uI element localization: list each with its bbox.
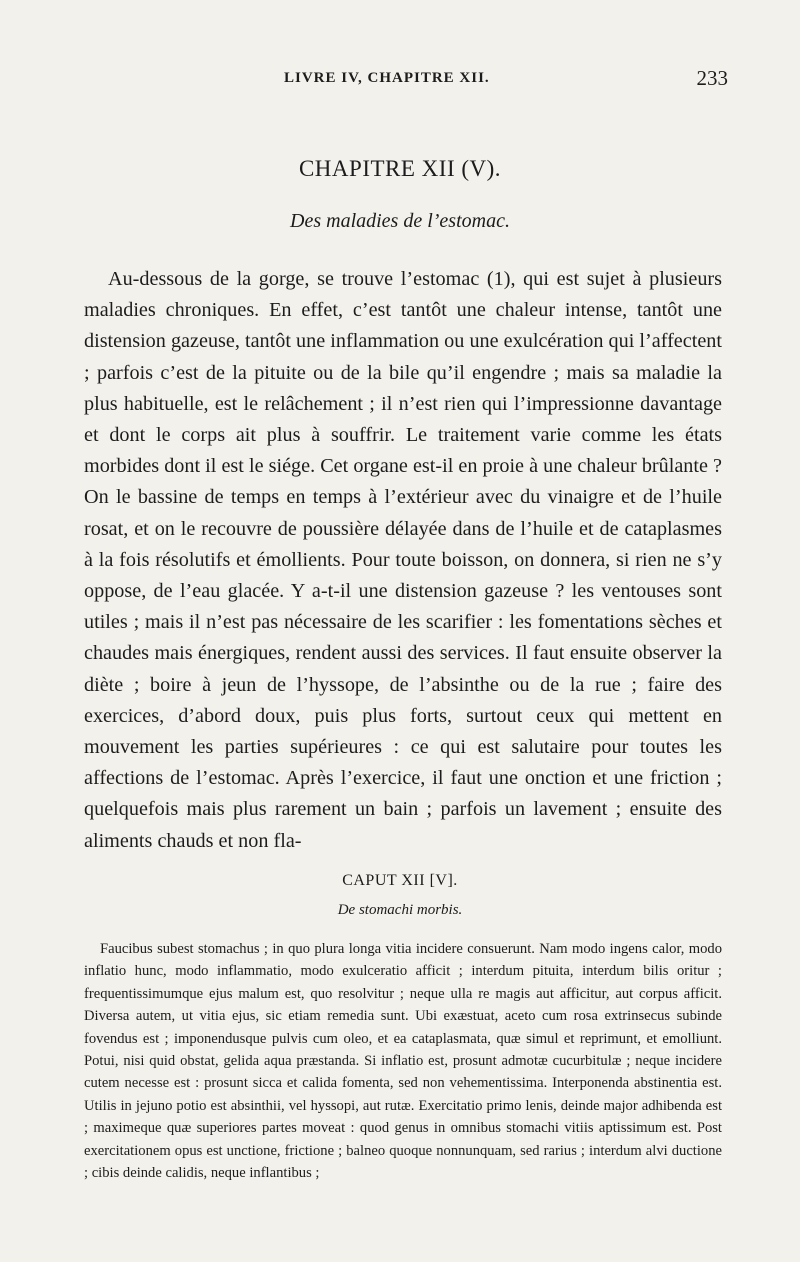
- french-body-text: [84, 264, 722, 857]
- latin-title: CAPUT XII [V].: [342, 872, 458, 889]
- latin-paragraph: Faucibus subest stomachus ; in quo plura longa vitia incidere consuerunt. Nam modo ingens calor, modo inflatio hunc, modo inflammatio, modo exulceratio afficit ; interdum pituita, interdum bilis oritur ; frequentissimumque ejus malum est, quo resolvitur ; neque ulla re magis aut afficitur, aut corpus afficit. Diversa autem, ut vitia ejus, sic etiam remedia sunt. Ubi exæstuat, aceto cum rosa extrinsecus subinde fovendus est ; imponendusque pulvis cum oleo, et ea cataplasmata, quæ simul et reprimunt, et emolliunt. Potui, nisi quid obstat, gelida aqua præstanda. Si inflatio est, prosunt admotæ cucurbitulæ ; neque incidere cutem necesse est : prosunt sicca et calida fomenta, sed non vehementissima. Interponenda abstinentia est. Utilis in jejuno potio est absinthii, vel hyssopi, aut rutæ. Exercitatio primo lenis, deinde major adhibenda est ; maximeque quæ superiores partes moveat : quod genus in omnibus stomachi vitiis aptissimum est. Post exercitationem opus est unctione, frictione ; balneo quoque nonnunquam, sed rarius ; interdum alvi ductione ; cibis deinde calidis, neque inflantibus ;: [84, 941, 722, 1182]
- latin-body-text: [84, 938, 722, 1184]
- running-head: [84, 66, 732, 96]
- chapter-subtitle: Des maladies de l’estomac.: [290, 210, 510, 232]
- running-title: LIVRE IV, CHAPITRE XII.: [284, 70, 490, 86]
- latin-subtitle: De stomachi morbis.: [337, 902, 463, 918]
- chapter-title: CHAPITRE XII (V).: [298, 156, 502, 181]
- french-paragraph: Au-dessous de la gorge, se trouve l’estomac (1), qui est sujet à plusieurs maladies chroniques. En effet, c’est tantôt une chaleur intense, tantôt une distension gazeuse, tantôt une inflammation ou une exulcération qui l’affectent ; parfois c’est de la pituite ou de la bile qu’il engendre ; mais sa maladie la plus habituelle, est le relâchement ; il n’est rien qui l’impressionne davantage et dont le corps ait plus à souffrir. Le traitement varie comme les états morbides dont il est le siége. Cet organe est-il en proie à une chaleur brûlante ? On le bassine de temps en temps à l’extérieur avec du vinaigre et de l’huile rosat, et on le recouvre de poussière délayée dans de l’huile et de cataplasmes à la fois résolutifs et émollients. Pour toute boisson, on donnera, si rien ne s’y oppose, de l’eau glacée. Y a-t-il une distension gazeuse ? les ventouses sont utiles ; mais il n’est pas nécessaire de les scarifier : les fomentations sèches et chaudes mais énergiques, rendent aussi des services. Il faut ensuite observer la diète ; boire à jeun de l’hyssope, de l’absinthe ou de la rue ; faire des exercices, d’abord doux, puis plus forts, surtout ceux qui mettent en mouvement les parties supérieures : ce qui est salutaire pour toutes les affections de l’estomac. Après l’exercice, il faut une onction et une friction ; quelquefois mais plus rarement un bain ; parfois un lavement ; ensuite des aliments chauds et non fla-: [84, 268, 722, 852]
- page-number: 233: [696, 66, 728, 90]
